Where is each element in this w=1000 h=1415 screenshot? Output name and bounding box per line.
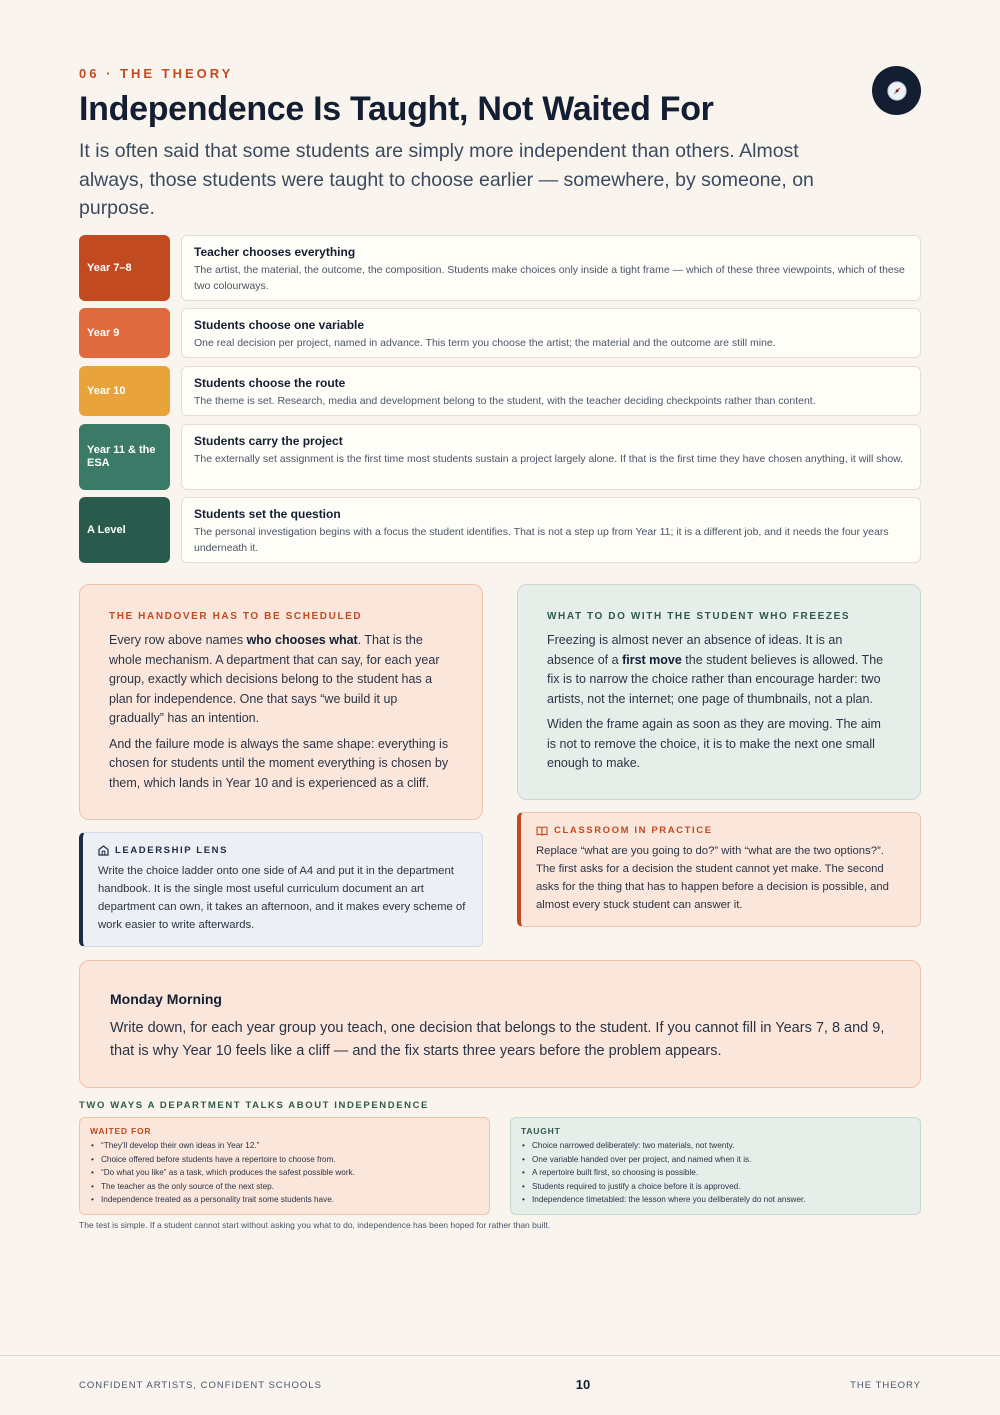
handover-paragraph: And the failure mode is always the same shape: everything is chosen for students until the moment everything is chosen by them, which lands in Year 10 and is experienced as a cliff. (109, 736, 449, 790)
freezes-paragraph (547, 631, 890, 709)
ladder-year-tag: Year 7–8 (79, 235, 170, 301)
ladder-row-box (181, 497, 921, 563)
emphasis-text: who chooses what (246, 633, 358, 647)
building-icon (98, 845, 109, 856)
text-run: . That is the whole mechanism. A department that can say, for each year group, exactly which decisions belong to the student has a plan for independence. One that says “we build it up gradually” has an intention. (109, 633, 440, 725)
ladder-row (79, 235, 921, 301)
ladder-row (79, 366, 921, 416)
ladder-row-box (181, 308, 921, 358)
ladder-row-text: The theme is set. Research, media and development belong to the student, with the teacher deciding checkpoints rather than content. (194, 395, 816, 407)
compass-icon (872, 66, 921, 115)
classroom-practice-callout (517, 812, 921, 927)
handover-label: THE HANDOVER HAS TO BE SCHEDULED (109, 611, 363, 622)
text-run: Freezing is almost never an absence of ideas. It is an absence of a (547, 633, 843, 667)
ladder-row-text: One real decision per project, named in advance. This term you choose the artist; the material and the outcome are still mine. (194, 337, 776, 349)
text-run: Every row above names (109, 633, 247, 647)
waited-for-label: WAITED FOR (90, 1126, 152, 1136)
freezes-label: WHAT TO DO WITH THE STUDENT WHO FREEZES (547, 611, 851, 622)
leadership-lens-callout (79, 832, 483, 947)
list-item: • One variable handed over per project, and named when it is. (521, 1153, 910, 1167)
list-item: • Independence treated as a personality trait some students have. (90, 1193, 479, 1207)
ladder-row-title: Teacher chooses everything (194, 245, 356, 259)
leadership-lens-text: Write the choice ladder onto one side of A4 and put it in the department handbook. It is the single most useful curriculum document an art department can own, it takes an afternoon, and it makes every scheme of work easier to write afterwards. (98, 865, 466, 931)
ladder-year-tag: A Level (79, 497, 170, 563)
ladder-row (79, 497, 921, 563)
taught-panel (510, 1117, 921, 1215)
monday-morning-card (79, 960, 921, 1088)
monday-morning-text: Write down, for each year group you teach, one decision that belongs to the student. If you cannot fill in Years 7, 8 and 9, that is why Year 10 feels like a cliff — and the fix starts three years before the problem appears. (110, 1020, 885, 1059)
list-item: • “They’ll develop their own ideas in Year 12.” (90, 1139, 479, 1153)
ladder-row-box (181, 235, 921, 301)
list-item: • Choice narrowed deliberately: two materials, not twenty. (521, 1139, 910, 1153)
leadership-lens-label: LEADERSHIP LENS (115, 845, 229, 856)
classroom-practice-text: Replace “what are you going to do?” with “what are the two options?”. The first asks for a decision the student cannot yet make. The second asks for the thing that has to happen before a decision is possible, and almost every stuck student can answer it. (536, 845, 889, 911)
classroom-practice-heading (536, 825, 904, 836)
ladder-year-tag: Year 10 (79, 366, 170, 416)
waited-for-list (90, 1139, 479, 1207)
ladder-row-box (181, 424, 921, 490)
handover-card (79, 584, 483, 820)
page-lede: It is often said that some students are simply more independent than others. Almost always, those students were taught to choose earlier — somewhere, by someone, on purpose. (79, 140, 814, 219)
ladder-row-box (181, 366, 921, 416)
leadership-lens-heading (98, 845, 466, 856)
handover-paragraph (109, 631, 452, 729)
ladder-row-title: Students set the question (194, 507, 341, 521)
ladder-row-title: Students carry the project (194, 434, 343, 448)
list-item: • A repertoire built first, so choosing is possible. (521, 1166, 910, 1180)
list-item: • “Do what you like” as a task, which produces the safest possible work. (90, 1166, 479, 1180)
ladder-row-text: The externally set assignment is the first time most students sustain a project largely alone. If that is the first time they have chosen anything, it will show. (194, 453, 904, 465)
ladder-year-tag: Year 11 & the ESA (79, 424, 170, 490)
test-note: The test is simple. If a student cannot start without asking you what to do, independence has been hoped for rather than built. (79, 1220, 551, 1230)
footer-section-title: THE THEORY (850, 1380, 921, 1391)
ladder-row-text: The personal investigation begins with a focus the student identifies. That is not a step up from Year 11; it is a different job, and it needs the four years underneath it. (194, 526, 889, 554)
list-item: • Independence timetabled: the lesson where you deliberately do not answer. (521, 1193, 910, 1207)
two-ways-heading: TWO WAYS A DEPARTMENT TALKS ABOUT INDEPENDENCE (79, 1100, 429, 1111)
section-eyebrow: 06 · THE THEORY (79, 66, 234, 81)
page-title: Independence Is Taught, Not Waited For (79, 90, 714, 128)
waited-for-panel (79, 1117, 490, 1215)
list-item: • The teacher as the only source of the next step. (90, 1180, 479, 1194)
footer-publication-title: CONFIDENT ARTISTS, CONFIDENT SCHOOLS (79, 1380, 322, 1391)
page-number: 10 (575, 1377, 591, 1392)
list-item: • Students required to justify a choice before it is approved. (521, 1180, 910, 1194)
freezes-card (517, 584, 921, 800)
book-icon (536, 826, 548, 836)
text-run: the student believes is allowed. The fix is to narrow the choice rather than encourage harder: two artists, not the internet; one page of thumbnails, not a plan. (547, 652, 884, 706)
freezes-body (547, 631, 890, 774)
freezes-paragraph: Widen the frame again as soon as they are moving. The aim is not to remove the choice, it is to make the next one small enough to make. (547, 717, 881, 770)
monday-morning-title: Monday Morning (110, 991, 222, 1007)
taught-label: TAUGHT (521, 1126, 561, 1136)
ladder-row (79, 308, 921, 358)
footer-divider (0, 1355, 1000, 1356)
emphasis-text: first move (622, 652, 682, 667)
classroom-practice-label: CLASSROOM IN PRACTICE (554, 825, 713, 836)
list-item: • Choice offered before students have a repertoire to choose from. (90, 1153, 479, 1167)
ladder-row-title: Students choose the route (194, 376, 346, 390)
ladder-row (79, 424, 921, 490)
ladder-year-tag: Year 9 (79, 308, 170, 358)
taught-list (521, 1139, 910, 1207)
handover-body (109, 631, 452, 793)
ladder-row-text: The artist, the material, the outcome, the composition. Students make choices only inside a tight frame — which of these three viewpoints, which of these two colourways. (194, 264, 905, 292)
ladder-row-title: Students choose one variable (194, 318, 365, 332)
